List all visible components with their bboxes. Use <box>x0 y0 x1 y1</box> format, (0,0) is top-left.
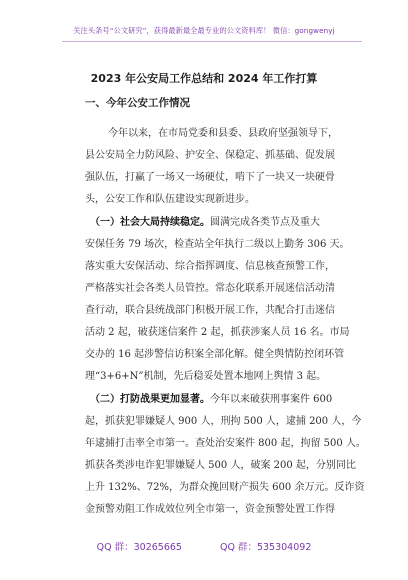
header-divider <box>62 41 362 42</box>
paragraph-line <box>90 213 408 228</box>
footer-contact <box>0 539 408 553</box>
footer-qq-group-1: QQ 群：30265665 <box>96 542 182 553</box>
paragraph-line: 县公安局全力防风险、护安全、保稳定、抓基础、促发展 <box>85 150 335 161</box>
paragraph-text: 圆满完成各类节点及重大 <box>210 217 320 228</box>
document-title: 2023 年公安局工作总结和 2024 年工作打算 <box>90 72 318 85</box>
paragraph-line: 起，抓获犯罪嫌疑人 900 人，刑拘 500 人，逮捕 200 人，今 <box>85 416 362 427</box>
paragraph-text: 今年以来破获刑事案件 600 <box>210 394 333 405</box>
header-banner: 关注头条号“公文研究”，获得最新最全最专业的公文资料库！ 微信：gongwenyj <box>73 26 335 35</box>
paragraph-line: 金预警劝阻工作成效位列全市第一，资金预警处置工作得 <box>85 504 335 515</box>
paragraph-line <box>90 390 408 405</box>
paragraph-line: 抓获各类涉电诈犯罪嫌疑人 500 人，破案 200 起，分别同比 <box>85 460 356 471</box>
paragraph-line: 落实重大安保活动、综合指挥调度、信息核查预警工作， <box>85 261 335 272</box>
paragraph-line: 活动 2 起，破获迷信案件 2 起，抓获涉案人员 16 名。市局 <box>85 327 350 338</box>
paragraph-line: 交办的 16 起涉警信访积案全部化解。健全舆情防控闭环管 <box>85 349 345 360</box>
paragraph-line: 今年以来，在市局党委和县委、县政府坚强领导下， <box>108 128 338 139</box>
section-heading: 一、今年公安工作情况 <box>85 97 190 109</box>
paragraph-line: 头，公安工作和队伍建设实现新进步。 <box>85 194 255 205</box>
paragraph-line: 安保任务 79 场次，检查站全年执行二级以上勤务 306 天。 <box>85 239 350 250</box>
paragraph-line: 上升 132%、72%，为群众挽回财产损失 600 余万元。反诈资 <box>85 482 365 493</box>
paragraph-line: 查行动，联合县统战部门积极开展工作，共配合打击迷信 <box>85 305 335 316</box>
paragraph-line: 强队伍，打赢了一场又一场硬仗，啃下了一块又一块硬骨 <box>85 172 335 183</box>
paragraph-line: 理“3+6+N”机制，先后稳妥处置本地网上舆情 3 起。 <box>85 371 327 382</box>
subsection-heading: （二）打防战果更加显著。 <box>90 394 210 405</box>
footer-qq-group-2: QQ 群：535304092 <box>219 542 312 553</box>
paragraph-line: 严格落实社会各类人员管控。常态化联系开展迷信活动清 <box>85 283 335 294</box>
paragraph-line: 年逮捕打击率全市第一。查处治安案件 800 起，拘留 500 人。 <box>85 438 366 449</box>
subsection-heading: （一）社会大局持续稳定。 <box>90 217 210 228</box>
